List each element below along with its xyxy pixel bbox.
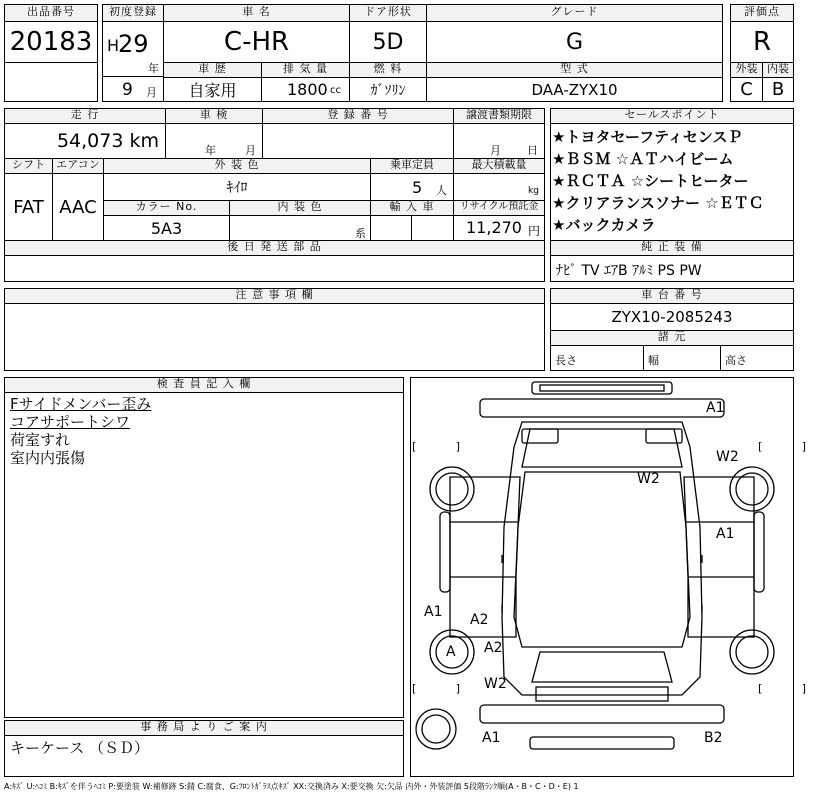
- recycle-unit: 円: [528, 224, 541, 238]
- mileage: 54,073 km: [4, 123, 166, 159]
- lot-no-label: 出品番号: [4, 4, 98, 22]
- damage-mark: A2: [484, 640, 503, 656]
- car-name-label: 車 名: [163, 4, 350, 22]
- exterior-score: C: [730, 77, 763, 102]
- door: 5D: [349, 21, 427, 63]
- mileage-label: 走 行: [4, 108, 166, 124]
- damage-mark: W2: [637, 471, 660, 487]
- int-color-label: 内 装 色: [229, 200, 371, 216]
- door-label: ドア形状: [349, 4, 427, 22]
- car-name: C-HR: [163, 21, 350, 63]
- damage-mark: A1: [482, 730, 501, 746]
- inspection-label: 車 検: [165, 108, 263, 124]
- spec-label: 諸 元: [550, 330, 794, 346]
- ac: AAC: [52, 173, 104, 241]
- era: H: [107, 36, 120, 55]
- chassis-label: 車 台 番 号: [550, 288, 794, 304]
- inspection-year-unit: 年: [205, 144, 216, 157]
- office-label: 事 務 局 よ り ご 案 内: [4, 720, 404, 736]
- recycle: 11,270: [466, 218, 522, 237]
- damage-mark: W2: [484, 676, 507, 692]
- transfer-label: 譲渡書類期限: [453, 108, 545, 124]
- color-no-label: カラー No.: [103, 200, 230, 216]
- sales-point: ★ＢＳＭ ☆ＡＴハイビーム: [552, 150, 734, 168]
- reg-no-label: 登 録 番 号: [262, 108, 454, 124]
- import-box: [370, 215, 412, 241]
- month-unit: 月: [146, 86, 157, 99]
- sales-point: ★トヨタセーフティセンスＰ: [552, 128, 743, 146]
- bracket-mark: [ ]: [412, 682, 479, 695]
- ext-color-label: 外 装 色: [103, 158, 371, 174]
- inspection-month-unit: 月: [245, 144, 256, 157]
- history: 自家用: [163, 77, 262, 102]
- first-reg-label: 初度登録: [102, 4, 164, 22]
- shift-label: シフト: [4, 158, 53, 174]
- import-label: 輸 入 車: [370, 200, 454, 216]
- notes-box: [4, 303, 545, 371]
- office-value: キーケース （ＳＤ）: [10, 739, 150, 757]
- damage-mark: A1: [716, 526, 735, 542]
- notes-label: 注 意 事 項 欄: [4, 288, 545, 304]
- spec-width-label: 幅: [648, 354, 659, 367]
- model-label: 型 式: [426, 62, 723, 78]
- later-parts-box: [4, 255, 545, 282]
- sales-point: ★ＲＣＴＡ ☆シートヒーター: [552, 172, 749, 190]
- spec-height-label: 高さ: [725, 354, 747, 367]
- model: DAA-ZYX10: [426, 77, 723, 102]
- equipment: ﾅﾋﾞ TV ｴｱB ｱﾙﾐ PS PW: [556, 263, 702, 279]
- month: 9: [122, 80, 133, 100]
- color-no: 5A3: [103, 215, 230, 241]
- shift: FAT: [4, 173, 53, 241]
- recycle-label: リサイクル預託金: [453, 200, 545, 216]
- displacement: 1800: [287, 80, 328, 99]
- inspector-line: 室内内張傷: [10, 449, 86, 467]
- interior-score-label: 内装: [762, 62, 794, 78]
- car-outline: [410, 377, 794, 777]
- capacity-unit: 人: [436, 184, 447, 197]
- ext-color: ｷｲﾛ: [103, 173, 371, 201]
- chassis-no: ZYX10-2085243: [550, 303, 794, 331]
- inspector-line: 荷室すれ: [10, 431, 71, 449]
- transfer-day-unit: 日: [527, 144, 538, 157]
- int-color-unit: 系: [355, 227, 366, 240]
- displacement-label: 排 気 量: [261, 62, 350, 78]
- year: 29: [118, 30, 149, 58]
- damage-mark: A: [446, 644, 456, 660]
- sales-point: ★バックカメラ: [552, 216, 656, 234]
- lot-no: 20183: [4, 21, 98, 63]
- inspector-label: 検 査 員 記 入 欄: [4, 377, 404, 393]
- spec-length-label: 長さ: [555, 354, 577, 367]
- fuel-label: 燃 料: [349, 62, 427, 78]
- damage-mark: W2: [716, 449, 739, 465]
- year-unit: 年: [148, 62, 159, 75]
- damage-mark: A1: [706, 400, 725, 416]
- lot-blank: [4, 62, 98, 102]
- grade-label: グレード: [426, 4, 723, 22]
- bracket-mark: [ ]: [412, 440, 479, 453]
- score: R: [730, 21, 794, 63]
- grade: G: [426, 21, 723, 63]
- capacity: 5: [412, 178, 423, 197]
- import-box-2: [411, 215, 454, 241]
- ac-label: エアコン: [52, 158, 104, 174]
- reg-no-box: [262, 123, 454, 159]
- max-load-unit: kg: [528, 186, 539, 196]
- int-color-box: [229, 215, 371, 241]
- damage-mark: B2: [704, 730, 723, 746]
- score-label: 評価点: [730, 4, 794, 22]
- later-parts-label: 後 日 発 送 部 品: [4, 240, 545, 256]
- damage-mark: A2: [470, 612, 489, 628]
- exterior-score-label: 外装: [730, 62, 763, 78]
- inspector-line: コアサポートシワ: [10, 413, 131, 431]
- sales-points-list: [552, 126, 794, 236]
- legend: A:ｷｽﾞ U:ﾍｺﾐ B:ｷｽﾞを伴うﾍｺﾐ P:要塗装 W:補修跡 S:錆 C:腐食、G:ﾌﾛﾝﾄｶﾞﾗｽ点ｷｽﾞ XX:交換済み X:要交換 欠:欠品 内外・外装評価 5段階ﾗﾝｸ順(A・B・C・D・E) 1: [4, 782, 579, 791]
- interior-score: B: [762, 77, 794, 102]
- inspector-notes: [10, 395, 151, 467]
- bracket-mark: [ ]: [758, 440, 824, 453]
- displacement-unit: cc: [330, 85, 341, 96]
- sales-points-label: セールスポイント: [550, 108, 794, 124]
- damage-mark: A1: [424, 604, 443, 620]
- sales-point: ★クリアランスソナー ☆ＥＴＣ: [552, 194, 764, 212]
- inspector-line: Fサイドメンバー歪み: [10, 395, 152, 413]
- max-load-label: 最大積載量: [453, 158, 545, 174]
- capacity-label: 乗車定員: [370, 158, 454, 174]
- equipment-label: 純 正 装 備: [550, 240, 794, 256]
- bracket-mark: [ ]: [758, 682, 824, 695]
- transfer-month-unit: 月: [490, 144, 501, 157]
- fuel: ｶﾞｿﾘﾝ: [349, 77, 427, 102]
- history-label: 車 歴: [163, 62, 262, 78]
